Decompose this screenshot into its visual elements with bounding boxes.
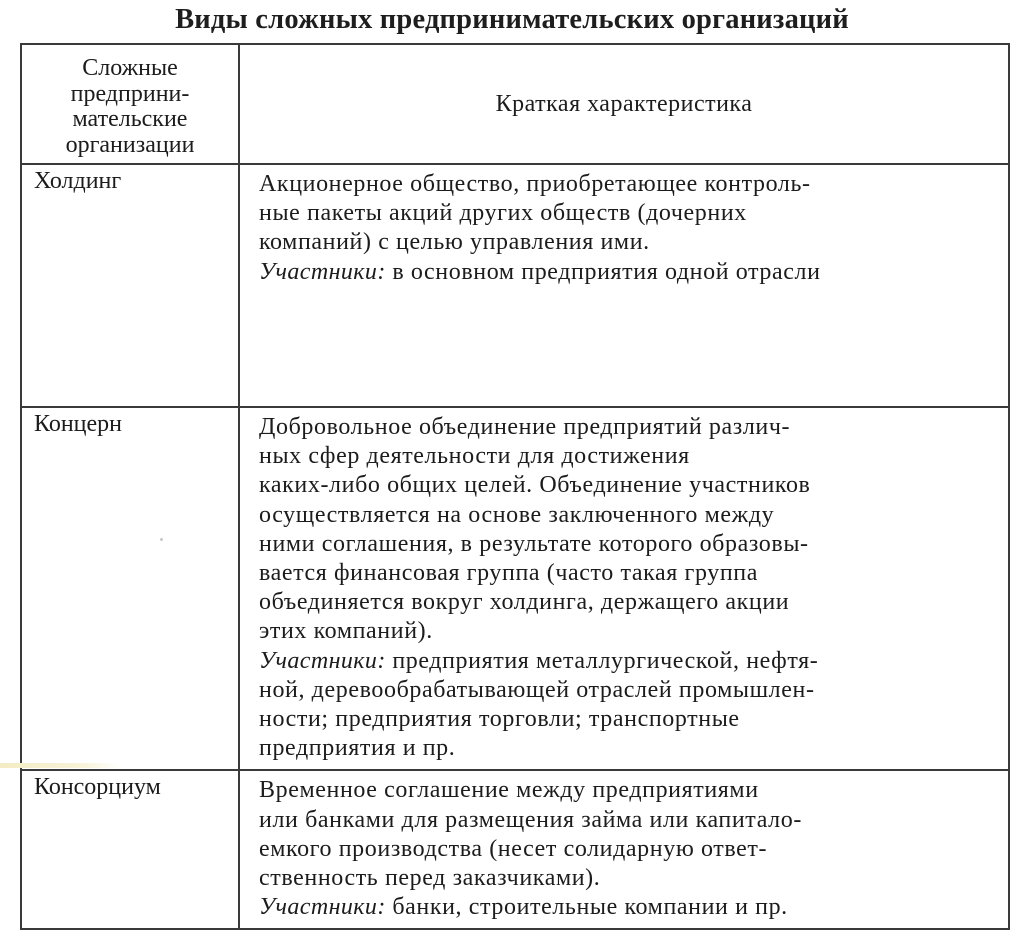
row-description-consortium [239,770,1009,929]
description-line: ные пакеты акций других обществ (дочерних [259,200,747,227]
participants-line: предприятия и пр. [259,735,456,762]
header-description: Краткая характеристика [239,44,1009,164]
table-row-consortium [21,770,1009,929]
page-title: Виды сложных предпринимательских организаций [175,4,849,35]
row-description-holding [239,164,1009,407]
header-col1-line: мательские [72,106,188,132]
table-header-row [21,44,1009,164]
table-row-concern [21,407,1009,770]
row-name-holding: Холдинг [21,164,239,407]
participants-label: Участники: [259,647,386,674]
header-col1-line: предприни- [70,80,190,107]
participants-label: Участники: [259,258,386,285]
header-organizations [21,44,239,164]
description-line: ними соглашения, в результате которого образовы- [259,530,809,557]
row-name-concern: Концерн [21,407,239,770]
row-description-concern [239,407,1009,770]
header-col1-line: Сложные [82,55,178,81]
participants-line [259,647,1008,676]
scan-speck [160,538,163,541]
organizations-table [20,43,1010,930]
participants-text: банки, строительные компании и пр. [385,894,788,921]
description-line: Акционерное общество, приобретающее контроль- [259,171,811,197]
scan-edge-stripe [0,763,120,768]
header-col1-line: организации [65,131,195,158]
participants-line: ности; предприятия торговли; транспортные [259,706,740,733]
description-line: компаний) с целью управления ими. [259,229,650,256]
description-line: этих компаний). [259,618,433,645]
participants-label: Участники: [259,894,386,921]
participants-line: ной, деревообрабатывающей отраслей промышлен- [259,676,815,703]
participants-line [259,258,1008,287]
description-line: ных сфер деятельности для достижения [259,443,690,470]
description-line: объединяется вокруг холдинга, держащего акции [259,589,790,616]
table-row-holding [21,164,1009,407]
description-line: Временное соглашение между предприятиями [259,777,759,804]
participants-text: в основном предприятия одной отрасли [385,258,821,285]
description-line: осуществляется на основе заключенного между [259,501,775,528]
description-line: вается финансовая группа (часто такая группа [259,560,758,587]
row-name-consortium: Консорциум [21,770,239,929]
description-line: Добровольное объединение предприятий различ- [259,414,791,440]
description-line: емкого производства (несет солидарную ответ- [259,835,768,862]
participants-line [259,893,1008,922]
description-line: ственность перед заказчиками). [259,865,601,892]
description-line: или банками для размещения займа или капитало- [259,806,802,833]
description-line: каких-либо общих целей. Объединение участников [259,472,811,499]
participants-text: предприятия металлургической, нефтя- [385,647,819,674]
